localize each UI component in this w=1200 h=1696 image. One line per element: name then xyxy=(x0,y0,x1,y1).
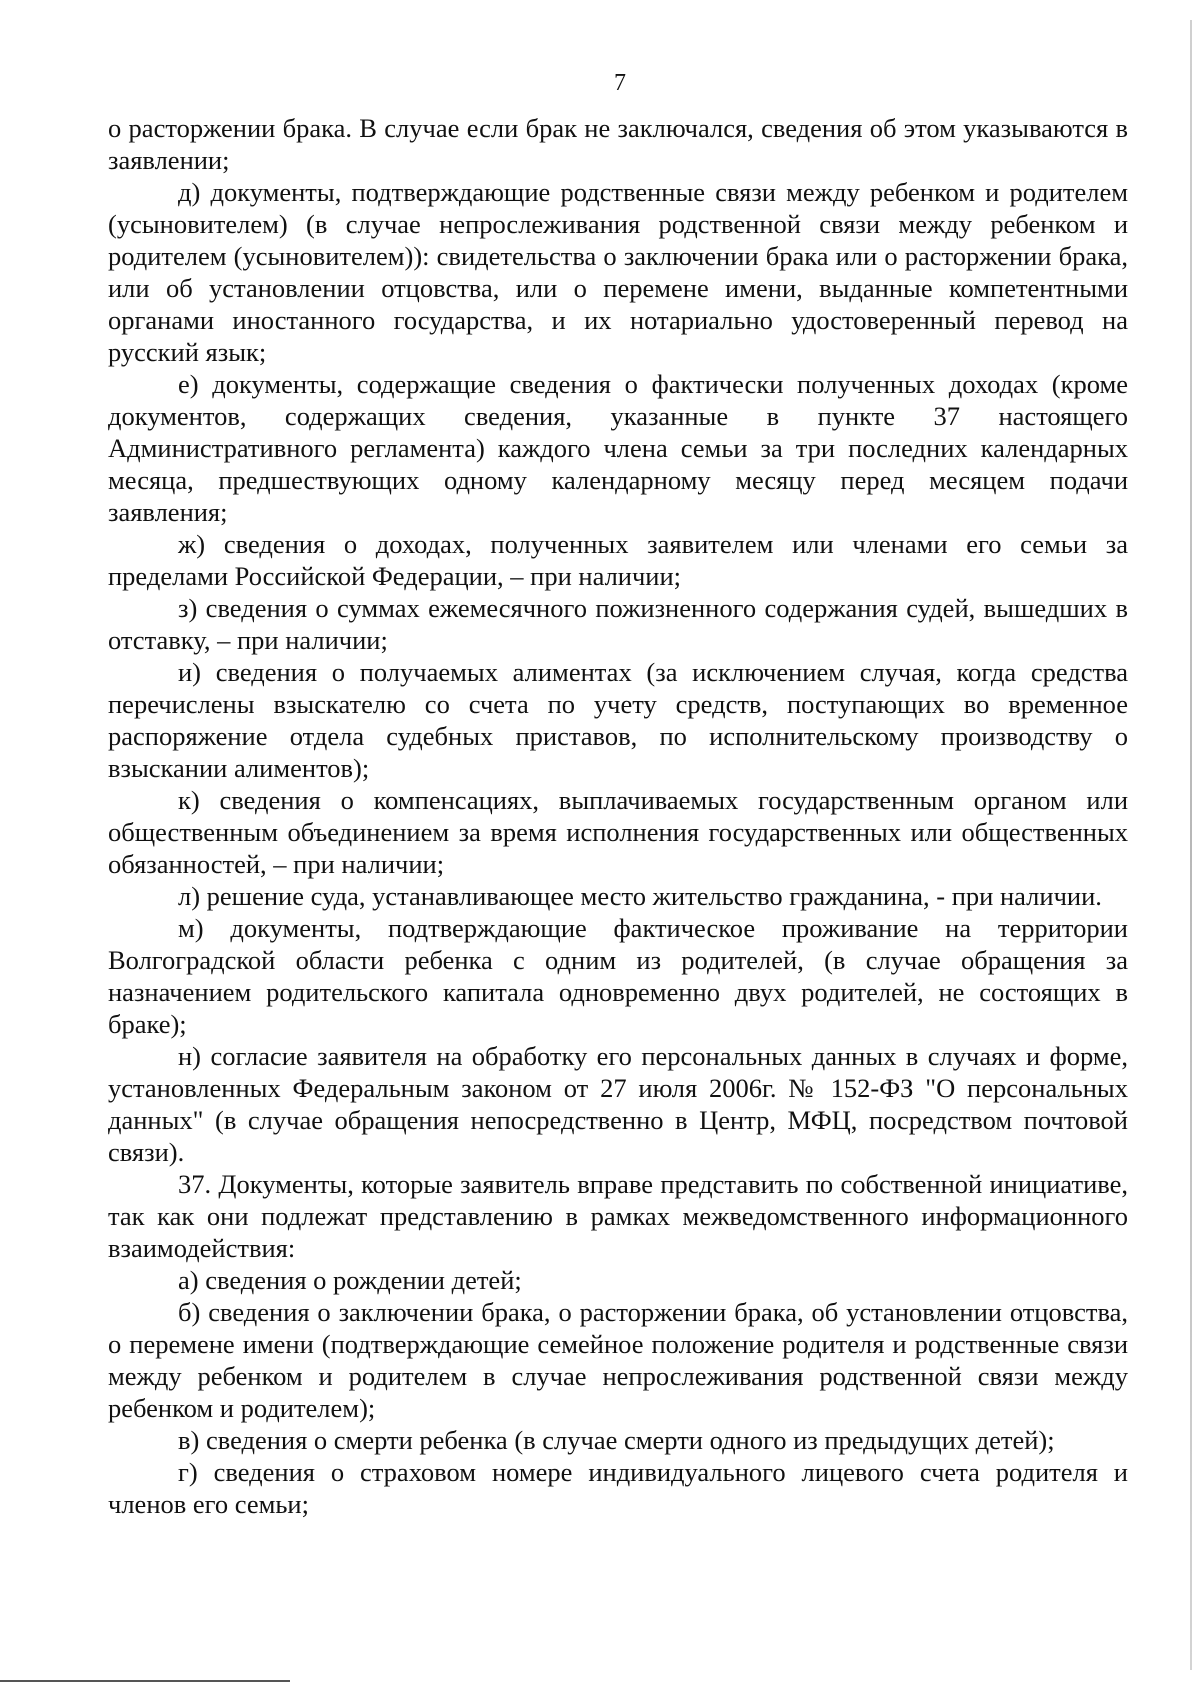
paragraph-item-b: б) сведения о заключении брака, о расторжении брака, об установлении отцовства, о перемене имени (подтверждающие семейное положение родителя и родственные связи между ребенком и родителем в случае непрослеживания родственной связи между ребенком и родителем); xyxy=(108,1297,1128,1423)
document-body xyxy=(108,112,1128,1520)
paragraph-item-g: г) сведения о страховом номере индивидуального лицевого счета родителя и членов его семьи; xyxy=(108,1457,1128,1519)
paragraph-item-l: л) решение суда, устанавливающее место жительство гражданина, - при наличии. xyxy=(178,881,1102,911)
paragraph-continuation: о расторжении брака. В случае если брак не заключался, сведения об этом указываются в заявлении; xyxy=(108,113,1128,175)
paragraph-item-e: е) документы, содержащие сведения о фактически полученных доходах (кроме документов, содержащих сведения, указанные в пункте 37 настоящего Административного регламента) каждого члена семьи за три последних календарных месяца, предшествующих одному календарному месяцу перед месяцем подачи заявления; xyxy=(108,369,1128,527)
paragraph-item-d: д) документы, подтверждающие родственные связи между ребенком и родителем (усыновителем) (в случае непрослеживания родственной связи между ребенком и родителем (усыновителем)): свидетельства о заключении брака или о расторжении брака, или об установлении отцовства, или о перемене имени, выданные компетентными органами иностанного государства, и их нотариально удостоверенный перевод на русский язык; xyxy=(108,177,1128,367)
paragraph-item-z: з) сведения о суммах ежемесячного пожизненного содержания судей, вышедших в отставку, – при наличии; xyxy=(108,593,1128,655)
paragraph-section-37: 37. Документы, которые заявитель вправе представить по собственной инициативе, так как они подлежат представлению в рамках межведомственного информационного взаимодействия: xyxy=(108,1169,1128,1263)
scan-edge-line xyxy=(1190,20,1192,1670)
paragraph-item-zh: ж) сведения о доходах, полученных заявителем или членами его семьи за пределами Российской Федерации, – при наличии; xyxy=(108,529,1128,591)
page-number: 7 xyxy=(614,70,626,96)
paragraph-item-a: а) сведения о рождении детей; xyxy=(178,1265,522,1295)
paragraph-item-n: н) согласие заявителя на обработку его персональных данных в случаях и форме, установленных Федеральным законом от 27 июля 2006г. № 152-ФЗ "О персональных данных" (в случае обращения непосредственно в Центр, МФЦ, посредством почтовой связи). xyxy=(108,1041,1128,1167)
bottom-rule xyxy=(0,1680,290,1682)
paragraph-item-k: к) сведения о компенсациях, выплачиваемых государственным органом или общественным объединением за время исполнения государственных или общественных обязанностей, – при наличии; xyxy=(108,785,1128,879)
paragraph-item-i: и) сведения о получаемых алиментах (за исключением случая, когда средства перечислены взыскателю со счета по учету средств, поступающих во временное распоряжение отдела судебных приставов, по исполнительскому производству о взыскании алиментов); xyxy=(108,657,1128,783)
paragraph-item-m: м) документы, подтверждающие фактическое проживание на территории Волгоградской области ребенка с одним из родителей, (в случае обращения за назначением родительского капитала одновременно двух родителей, не состоящих в браке); xyxy=(108,913,1128,1039)
paragraph-item-v: в) сведения о смерти ребенка (в случае смерти одного из предыдущих детей); xyxy=(178,1425,1055,1455)
